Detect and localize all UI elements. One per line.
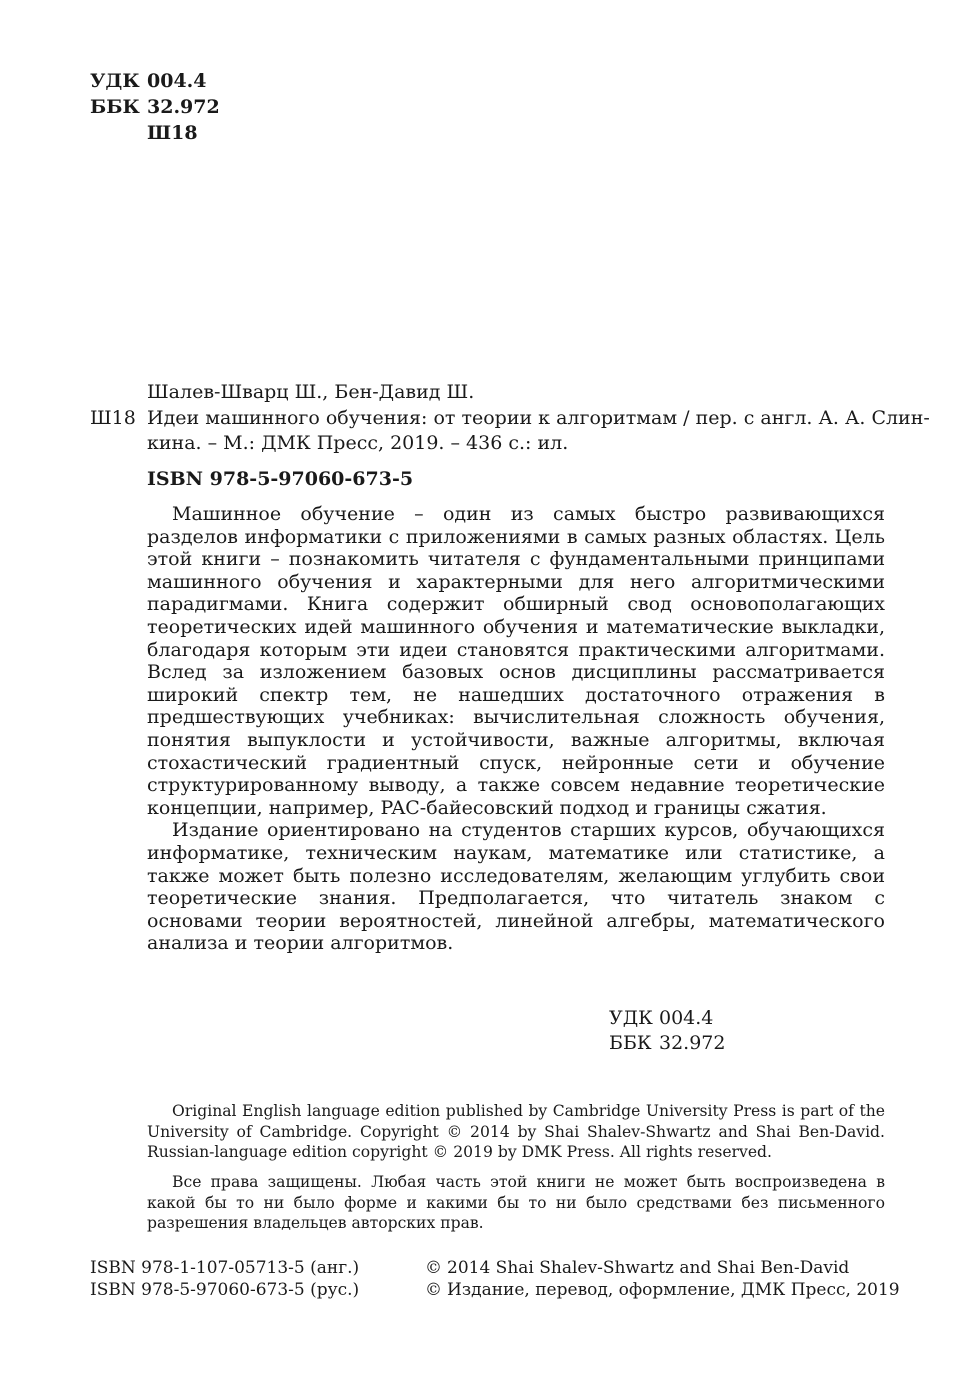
- book-title-line-1: Идеи машинного обучения: от теории к алгоритмам / пер. с англ. А. А. Слин-: [147, 407, 930, 429]
- author-sign: Ш18: [147, 122, 198, 144]
- book-title-line-2: кина. – М.: ДМК Пресс, 2019. – 436 с.: ил.: [147, 432, 569, 454]
- rights-notice: Все права защищены. Любая часть этой книги не может быть воспроизведена в какой бы то ни было форме и какими бы то ни было средствами без письменного разрешения владельцев авторских прав.: [147, 1173, 885, 1232]
- copyright-icon: ©: [425, 1280, 442, 1300]
- original-edition-note: Original English language edition published by Cambridge University Press is part of the University of Cambridge. Copyright © 2014 by Shai Shalev-Shwartz and Shai Ben-David. Russian-language edition copyright © 2019 by DMK Press. All rights reserved.: [147, 1102, 885, 1161]
- isbn-english: ISBN 978-1-107-05713-5 (анг.): [90, 1258, 360, 1278]
- bbk-row: [90, 94, 220, 120]
- bib-author-sign: Ш18: [90, 407, 136, 429]
- udk-label-bottom: УДК: [609, 1007, 653, 1029]
- isbn-russian: ISBN 978-5-97060-673-5 (рус.): [90, 1280, 360, 1300]
- annotation-paragraph-1: Машинное обучение – один из самых быстро развивающихся разделов информатики с приложениями в самых разных областях. Цель этой книги – познакомить читателя с фундаментальными принципами машинного обучения и характерными для него алгоритмическими парадигмами. Книга содержит обширный свод основополагающих теоретических идей машинного обучения и математические выкладки, благодаря которым эти идеи становятся практическими алгоритмами. Вслед за изложением базовых основ дисциплины рассматривается широкий спектр тем, не нашедших достаточного отражения в предшествующих учебниках: вычислительная сложность обучения, понятия выпуклости и устойчивости, важные алгоритмы, включая стохастический градиентный спуск, нейронные сети и обучение структурированному выводу, а также совсем недавние теоретические концепции, например, PAC-байесовский подход и границы сжатия.: [147, 503, 885, 819]
- copyright-line-1: © 2014 Shai Shalev-Shwartz and Shai Ben-David: [425, 1258, 850, 1278]
- author-sign-row: [90, 120, 220, 146]
- classification-bottom: [609, 1006, 725, 1056]
- bbk-value-bottom: 32.972: [659, 1032, 726, 1054]
- copyright-icon: ©: [425, 1258, 442, 1278]
- copyright-line-2: © Издание, перевод, оформление, ДМК Пресс, 2019: [425, 1280, 900, 1300]
- udk-label: УДК: [90, 70, 140, 92]
- udk-row: [90, 68, 220, 94]
- isbn: ISBN 978-5-97060-673-5: [147, 468, 414, 490]
- bbk-label-bottom: ББК: [609, 1032, 652, 1054]
- classification-block: [90, 68, 220, 146]
- udk-value-bottom: 004.4: [659, 1007, 714, 1029]
- udk-value: 004.4: [147, 70, 207, 92]
- bbk-label: ББК: [90, 96, 140, 118]
- authors: Шалев-Шварц Ш., Бен-Давид Ш.: [147, 381, 475, 403]
- copyright-list: [425, 1257, 900, 1301]
- annotation: [147, 503, 885, 955]
- bbk-value: 32.972: [147, 96, 220, 118]
- isbn-list: [90, 1257, 359, 1301]
- annotation-paragraph-2: Издание ориентировано на студентов старших курсов, обучающихся информатике, техническим наукам, математике или статистике, а также может быть полезно исследователям, желающим углубить свои теоретические знания. Предполагается, что читатель знаком с основами теории вероятностей, линейной алгебры, математического анализа и теории алгоритмов.: [147, 819, 885, 955]
